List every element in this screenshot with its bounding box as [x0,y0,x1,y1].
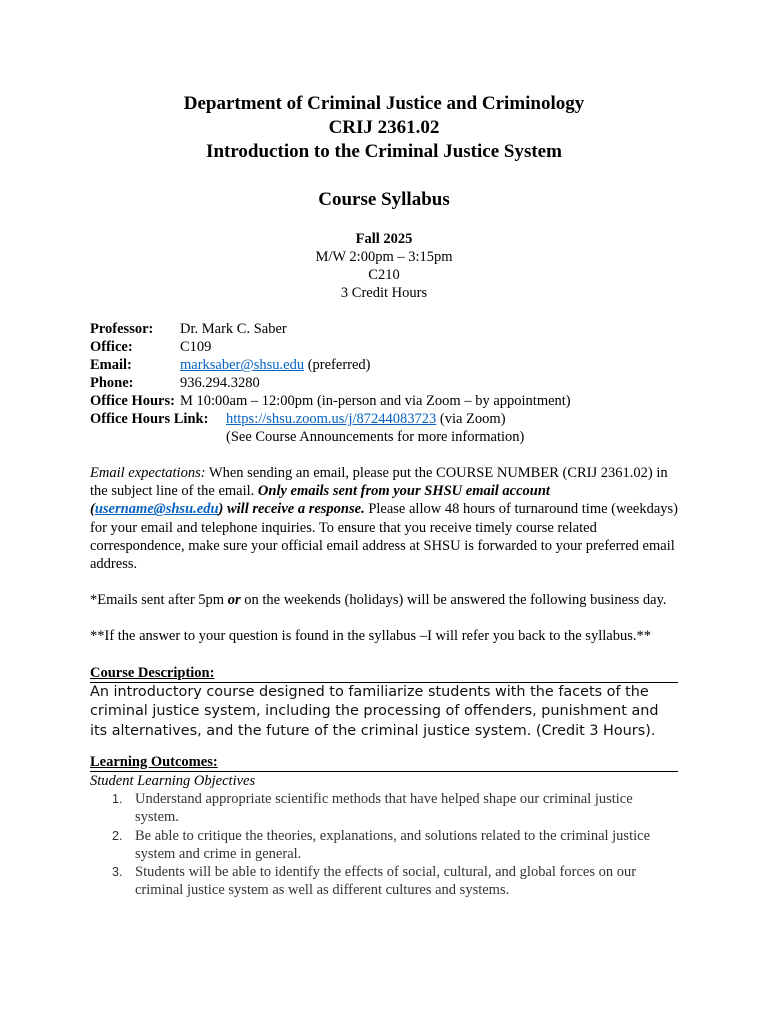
course-header [90,92,678,164]
office-hours-link-label: Office Hours Link [90,411,204,427]
syllabus-title: Course Syllabus [318,189,450,210]
list-text: Students will be able to identify the effects of social, cultural, and global forces on our criminal justice system as well as different cultures and systems. [135,863,637,899]
office-hours-link-row [90,410,678,428]
email-row [90,356,678,374]
list-text: Understand appropriate scientific methods that have helped shape our criminal justice system. [135,791,633,826]
weekend-note-end: on the weekends (holidays) will be answered the following business day. [240,592,667,609]
office-hours-link-colon: : [203,411,209,427]
course-title: Introduction to the Criminal Justice System [206,141,562,162]
email-requirement-part2: ) will receive a response. [218,501,365,518]
list-item [90,790,678,826]
zoom-link[interactable]: https://shsu.zoom.us/j/87244083723 [226,411,437,427]
office-hours-value: M 10:00am – 12:00pm (in-person and via Zoom – by appointment) [180,393,571,409]
weekend-note-start: *Emails sent after 5pm [90,592,228,609]
professor-row [90,320,678,338]
syllabus-reference-note: **If the answer to your question is found in the syllabus –I will refer you back to the syllabus.** [90,628,651,645]
email-label: Email: [90,357,132,373]
semester: Fall 2025 [355,231,413,247]
objectives-list [90,790,678,899]
room: C210 [368,267,400,283]
phone-value: 936.294.3280 [180,375,260,391]
professor-label: Professor: [90,321,154,337]
email-requirement-part1: Only emails sent from your SHSU email account ( [90,483,550,518]
email-expectations-text: When sending an email, please put the COURSE NUMBER (CRIJ 2361.02) in the subject line of the email. [90,465,668,500]
office-row [90,338,678,356]
learning-outcomes-heading: Learning Outcomes: [90,753,678,772]
list-item [90,827,678,863]
list-number: 2. [112,828,123,843]
announcements-note: (See Course Announcements for more information) [226,429,525,445]
office-value: C109 [180,339,212,355]
learning-objectives-subheading: Student Learning Objectives [90,773,256,790]
credit-hours: 3 Credit Hours [340,285,428,301]
course-description-heading: Course Description: [90,664,678,683]
schedule: M/W 2:00pm – 3:15pm [315,249,453,265]
phone-label: Phone: [90,375,134,391]
office-label: Office: [90,339,133,355]
professor-name: Dr. Mark C. Saber [180,321,287,337]
weekend-note-or: or [227,592,241,609]
email-note: (preferred) [304,357,371,373]
email-expectations-label: Email expectations: [90,465,206,481]
list-number: 3. [112,864,123,879]
list-item [90,863,678,899]
weekend-email-note [90,591,678,609]
email-turnaround-text: Please allow 48 hours of turnaround time (weekdays) for your email and telephone inquiries. To ensure that you receive timely course related correspondence, make sure your official email address at SHSU is forwarded to your preferred email address. [90,501,678,573]
office-hours-row [90,392,678,410]
student-email-link[interactable]: username@shsu.edu [94,501,219,518]
email-expectations [90,464,678,573]
zoom-note: (via Zoom) [436,411,506,427]
term-info [90,230,678,302]
course-description-text: An introductory course designed to familiarize students with the facets of the criminal justice system, including the processing of offenders, punishment and its alternatives, and the future of the criminal justice system. (Credit 3 Hours). [90,683,659,739]
office-hours-label: Office Hours: [90,393,175,409]
professor-email-link[interactable]: marksaber@shsu.edu [180,357,305,373]
syllabus-page [90,92,678,899]
list-number: 1. [112,792,123,807]
course-number: CRIJ 2361.02 [328,117,440,138]
department-name: Department of Criminal Justice and Criminology [183,93,585,114]
phone-row [90,374,678,392]
instructor-info [90,320,678,446]
list-text: Be able to critique the theories, explanations, and solutions related to the criminal justice system and crime in general. [135,827,651,862]
